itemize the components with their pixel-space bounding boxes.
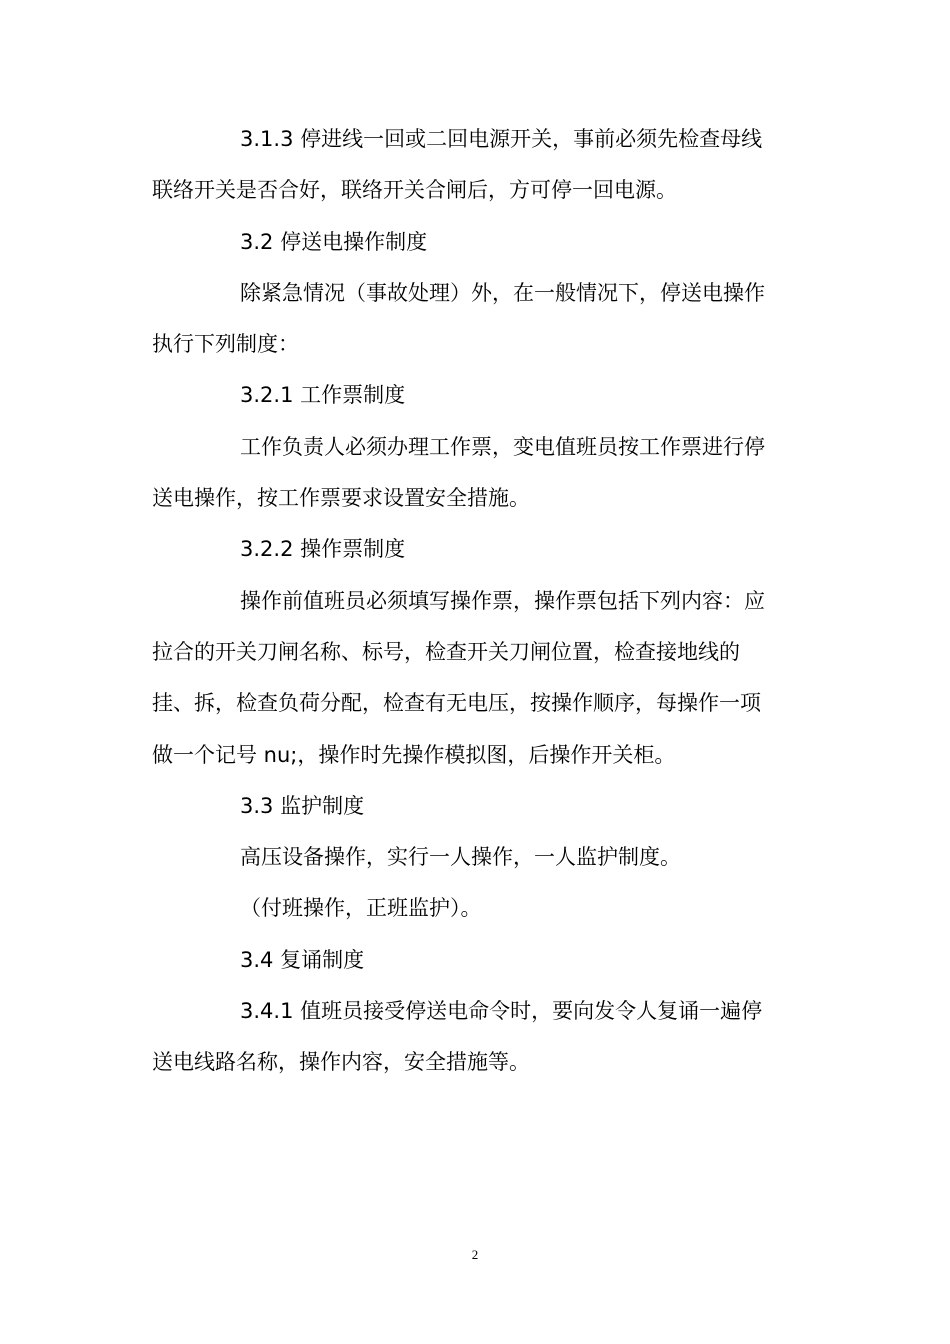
paragraph-line: 送电操作，按工作票要求设置安全措施。 <box>152 486 530 511</box>
paragraph-line: 执行下列制度： <box>152 332 299 357</box>
paragraph-line: 操作前值班员必须填写操作票，操作票包括下列内容：应 <box>240 588 765 613</box>
page-number: 2 <box>471 1247 479 1262</box>
paragraph-line: 3.4.1 值班员接受停送电命令时，要向发令人复诵一遍停 <box>240 999 763 1024</box>
paragraph-line: 3.1.3 停进线一回或二回电源开关，事前必须先检查母线 <box>240 127 763 151</box>
paragraph-line: 挂、拆，检查负荷分配，检查有无电压，按操作顺序，每操作一项 <box>152 691 761 716</box>
body-text <box>152 114 804 1089</box>
section-heading: 3.2.1 工作票制度 <box>240 383 406 408</box>
paragraph-line: 送电线路名称，操作内容，安全措施等。 <box>152 1050 530 1075</box>
paragraph-line: （付班操作，正班监护）。 <box>240 896 482 921</box>
section-heading: 3.4 复诵制度 <box>240 947 365 972</box>
paragraph-line: 做一个记号 nu;，操作时先操作模拟图，后操作开关柜。 <box>152 742 676 767</box>
paragraph-line: 拉合的开关刀闸名称、标号，检查开关刀闸位置，检查接地线的 <box>152 639 740 664</box>
paragraph-line: 工作负责人必须办理工作票，变电值班员按工作票进行停 <box>240 434 765 459</box>
section-heading: 3.2 停送电操作制度 <box>240 229 428 254</box>
paragraph-line: 联络开关是否合好，联络开关合闸后，方可停一回电源。 <box>152 178 677 203</box>
section-heading: 3.3 监护制度 <box>240 793 365 818</box>
section-heading: 3.2.2 操作票制度 <box>240 537 406 562</box>
paragraph-line: 除紧急情况（事故处理）外，在一般情况下，停送电操作 <box>240 280 765 305</box>
paragraph-line: 高压设备操作，实行一人操作，一人监护制度。 <box>240 845 681 870</box>
